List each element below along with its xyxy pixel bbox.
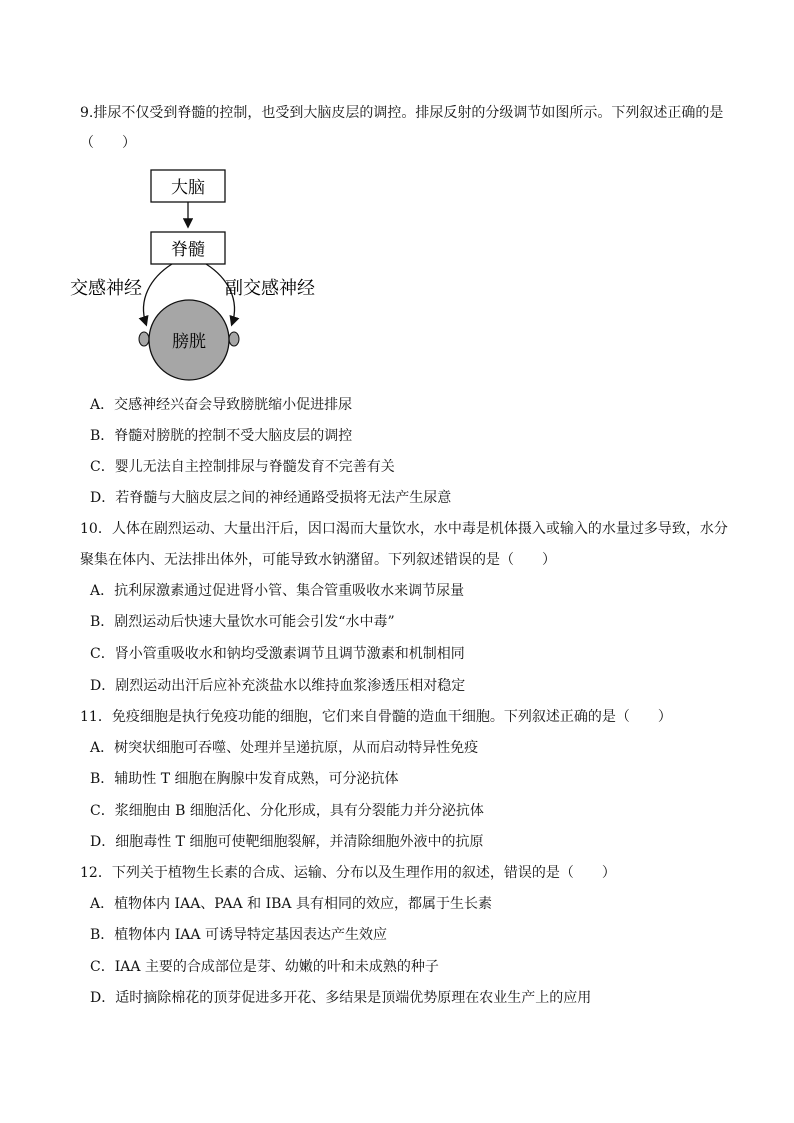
parasympathetic-nerve-label: 副交感神经: [225, 278, 315, 299]
question-12-option-b[interactable]: B．植物体内 IAA 可诱导特定基因表达产生效应: [90, 927, 387, 943]
question-number: 11．: [80, 709, 112, 725]
question-11-option-c[interactable]: C．浆细胞由 B 细胞活化、分化形成，具有分裂能力并分泌抗体: [90, 803, 484, 819]
question-9-answer-bracket: （ ）: [80, 135, 136, 151]
brain-label: 大脑: [171, 178, 205, 198]
question-number: 12．: [80, 865, 112, 881]
question-10-option-b[interactable]: B．剧烈运动后快速大量饮水可能会引发“水中毒”: [90, 614, 395, 630]
question-10-stem-line1: 10．人体在剧烈运动、大量出汗后，因口渴而大量饮水，水中毒是机体摄入或输入的水量过多导致，水分: [80, 521, 728, 537]
question-12-option-d[interactable]: D．适时摘除棉花的顶芽促进多开花、多结果是顶端优势原理在农业生产上的应用: [90, 990, 592, 1006]
question-11-option-d[interactable]: D．细胞毒性 T 细胞可使靶细胞裂解，并清除细胞外液中的抗原: [90, 834, 484, 850]
question-10-option-a[interactable]: A．抗利尿激素通过促进肾小管、集合管重吸收水来调节尿量: [90, 583, 465, 599]
question-9-stem-line1: 9.排尿不仅受到脊髓的控制，也受到大脑皮层的调控。排尿反射的分级调节如图所示。下列叙述正确的是: [80, 105, 724, 121]
question-10-stem-line2: 聚集在体内、无法排出体外，可能导致水钠潴留。下列叙述错误的是（ ）: [80, 552, 556, 568]
question-11-option-a[interactable]: A．树突状细胞可吞噬、处理并呈递抗原，从而启动特异性免疫: [90, 740, 479, 756]
question-11-stem: 11．免疫细胞是执行免疫功能的细胞，它们来自骨髓的造血干细胞。下列叙述正确的是（ ）: [80, 709, 672, 725]
bladder-right-ureter: [229, 332, 239, 346]
question-10-option-c[interactable]: C．肾小管重吸收水和钠均受激素调节且调节激素和机制相同: [90, 646, 465, 662]
micturition-reflex-diagram: [60, 160, 340, 390]
bladder-label: 膀胱: [172, 332, 206, 352]
question-number: 9.: [80, 105, 94, 121]
question-number: 10．: [80, 521, 112, 537]
question-12-option-a[interactable]: A．植物体内 IAA、PAA 和 IBA 具有相同的效应，都属于生长素: [90, 896, 492, 912]
question-9-option-c[interactable]: C．婴儿无法自主控制排尿与脊髓发育不完善有关: [90, 459, 395, 475]
question-12-option-c[interactable]: C．IAA 主要的合成部位是芽、幼嫩的叶和未成熟的种子: [90, 959, 439, 975]
question-9-option-a[interactable]: A．交感神经兴奋会导致膀胱缩小促进排尿: [90, 397, 353, 413]
question-9-option-d[interactable]: D．若脊髓与大脑皮层之间的神经通路受损将无法产生尿意: [90, 490, 452, 506]
sympathetic-nerve-label: 交感神经: [70, 278, 142, 299]
question-12-stem: 12．下列关于植物生长素的合成、运输、分布以及生理作用的叙述，错误的是（ ）: [80, 865, 616, 881]
spinal-cord-label: 脊髓: [171, 240, 205, 260]
bladder-left-ureter: [139, 332, 149, 346]
question-9-option-b[interactable]: B．脊髓对膀胱的控制不受大脑皮层的调控: [90, 428, 353, 444]
question-10-option-d[interactable]: D．剧烈运动出汗后应补充淡盐水以维持血浆渗透压相对稳定: [90, 678, 466, 694]
question-11-option-b[interactable]: B．辅助性 T 细胞在胸腺中发育成熟，可分泌抗体: [90, 771, 399, 787]
